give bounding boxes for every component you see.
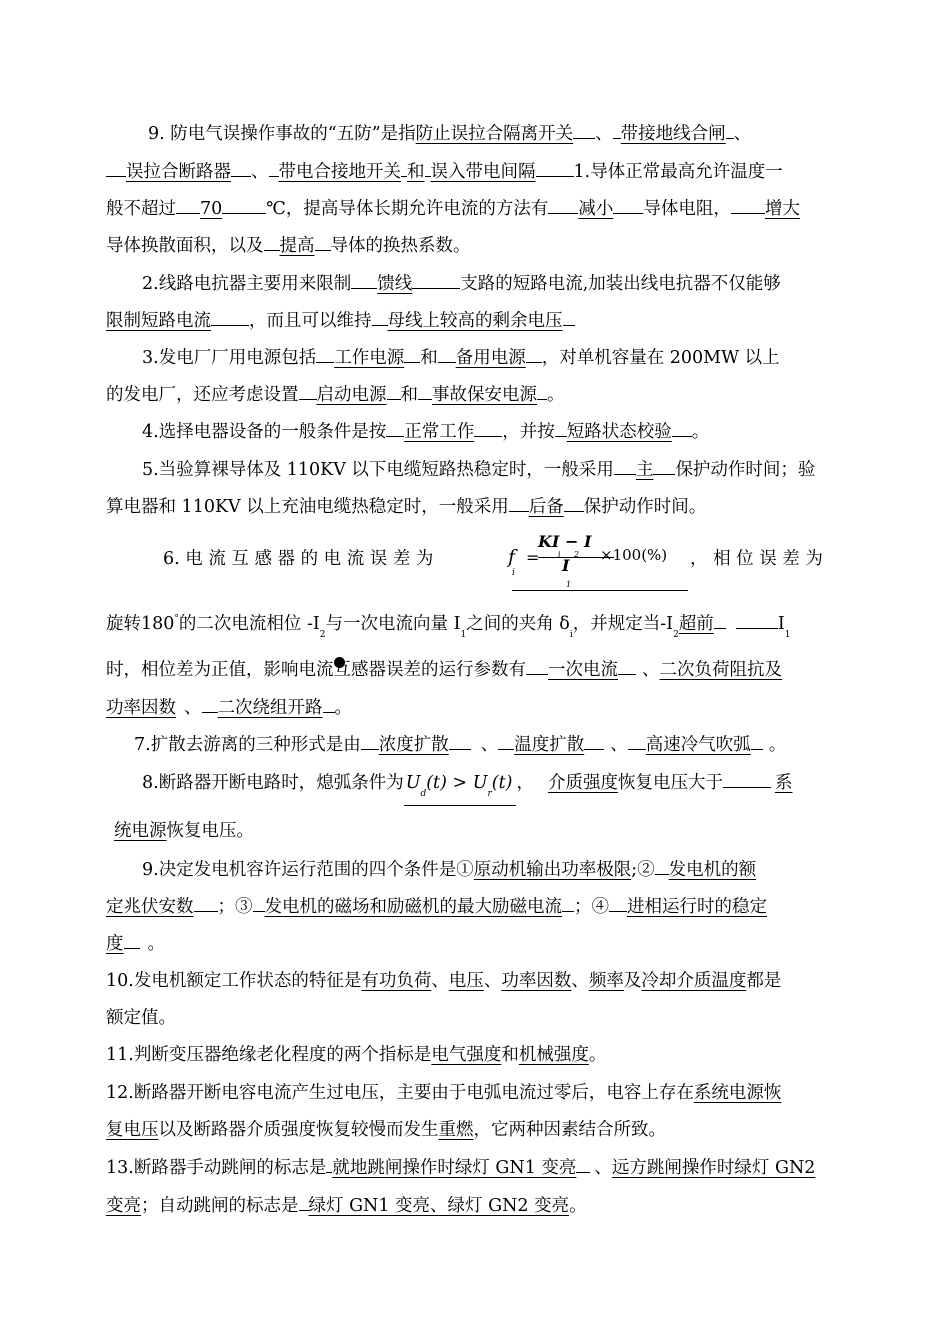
text: ，并规定当-I: [572, 614, 674, 634]
q11-line: [106, 1042, 846, 1068]
text: 和: [400, 385, 418, 405]
text: 恢复电压。: [166, 821, 254, 841]
q8-line2: [114, 818, 846, 844]
text: 4.选择电器设备的一般条件是按: [142, 422, 387, 442]
q6-line1-right: [690, 546, 846, 572]
text: 。: [588, 1045, 607, 1065]
blank-answer: 二次负荷阻抗及: [659, 660, 782, 680]
text: 11.判断变压器绝缘老化程度的两个指标是: [106, 1045, 432, 1065]
blank-answer: 事故保安电源: [432, 385, 537, 405]
q13-line1: [106, 1154, 846, 1181]
blank-answer: 发电机的磁场和励磁机的最大励磁电流: [264, 897, 562, 917]
blank-line: [731, 195, 765, 214]
text: 13.断路器手动跳闸的标志是: [106, 1158, 327, 1178]
blank-line: [299, 1192, 309, 1211]
q4-line: [142, 418, 846, 445]
blank-answer: 度: [106, 934, 124, 954]
blank-answer: 母线上较高的剩余电压: [387, 311, 563, 331]
blank-line: [323, 694, 335, 713]
text: ℃，提高导体长期允许电流的方法有: [266, 199, 549, 219]
subscript: r: [487, 789, 492, 799]
text: 。: [569, 1196, 587, 1216]
text: 。: [768, 735, 787, 755]
blank-answer: 和: [407, 162, 425, 182]
blank-line: [438, 344, 456, 363]
blank-line: [351, 270, 377, 289]
text: 、: [251, 162, 269, 182]
blank-answer: 提高: [279, 236, 315, 256]
blank-answer: 系统电源恢: [693, 1083, 782, 1103]
formula-f: f: [508, 546, 516, 568]
text: 。: [691, 422, 710, 442]
text: 9.决定发电机容许运行范围的四个条件是①: [142, 860, 474, 880]
blank-line: [751, 731, 763, 750]
blank-line: [299, 381, 317, 400]
blank-answer: 备用电源: [455, 348, 526, 368]
blank-line: [509, 493, 529, 512]
blank-answer: 后备: [528, 497, 564, 517]
q5-line1: [142, 456, 846, 483]
q9a-line1: [148, 120, 846, 147]
blank-answer: 有功负荷: [361, 971, 432, 991]
blank-line: [618, 656, 636, 675]
blank-answer: 正常工作: [404, 422, 475, 442]
text: 及: [623, 971, 642, 991]
blank-answer: 发电机的额: [668, 860, 757, 880]
blank-line: [194, 893, 218, 912]
blank-answer: 误入带电间隔: [430, 162, 536, 182]
q6-line2: [106, 610, 846, 640]
text: ，而且可以维持: [249, 311, 372, 331]
text: 8.断路器开断电路时，熄弧条件为: [142, 773, 404, 793]
text: 与一次电流向量 I: [325, 614, 461, 634]
blank-line: [315, 232, 331, 251]
text: 额定值。: [106, 1008, 176, 1028]
blank-line: [176, 195, 200, 214]
text: 5.当验算裸导体及 110KV 以下电缆短路热稳定时，一般采用: [142, 460, 614, 480]
text: 、: [610, 735, 628, 755]
blank-answer: 70: [200, 199, 223, 219]
q9b-line2: [106, 893, 846, 920]
blank-line: [316, 344, 334, 363]
blank-line: [202, 694, 218, 713]
blank-answer: 高速冷气吹弧: [645, 735, 751, 755]
text: 保护动作时间。: [583, 497, 707, 517]
formula-sub: 1: [566, 580, 572, 589]
text: 2.线路电抗器主要用来限制: [142, 274, 352, 294]
text: 10.发电机额定工作状态的特征是: [106, 971, 362, 991]
text: 导体电阻，: [643, 199, 731, 219]
blank-answer: 频率: [588, 971, 624, 991]
blank-answer: 复电压: [106, 1120, 159, 1140]
blank-line: [584, 731, 604, 750]
blank-line: [418, 381, 432, 400]
text: 时，相位差为正值，影响电流互感器误差的运行参数有: [106, 660, 526, 680]
blank-answer: 远方跳闸操作时绿灯 GN2: [611, 1158, 816, 1178]
text: ;②: [631, 860, 655, 880]
q8-line1: [142, 769, 846, 806]
blank-answer: 电压: [448, 971, 484, 991]
text: 1.导体正常最高允许温度一: [573, 162, 783, 182]
q6-line1-left: [163, 546, 543, 572]
text: 。: [547, 385, 565, 405]
q2-line1: [142, 270, 846, 297]
subscript: d: [420, 789, 427, 799]
blank-line: [723, 769, 771, 788]
blank-line: [536, 158, 574, 177]
blank-line: [564, 493, 584, 512]
text: 、: [431, 971, 449, 991]
subscript: 2: [673, 630, 679, 640]
text: 、: [483, 971, 502, 991]
blank-answer: 系: [774, 773, 793, 793]
blank-line: [573, 120, 595, 139]
blank-answer: 减小: [578, 199, 614, 219]
formula-sub: i: [558, 550, 561, 559]
q10-line2: [106, 1005, 846, 1031]
text: 、: [571, 971, 589, 991]
blank-answer: 误拉合断路器: [126, 162, 231, 182]
q9a-line3: [106, 195, 846, 222]
blank-answer: 限制短路电流: [106, 311, 211, 331]
text: 、: [184, 698, 202, 718]
blank-line: [474, 418, 502, 437]
blank-line: [628, 731, 646, 750]
formula-numerator: KI − I: [538, 532, 592, 551]
blank-line: [231, 158, 251, 177]
text: 。: [334, 698, 352, 718]
text: ， 相 位 误 差 为: [690, 549, 823, 569]
text: 旋转180: [106, 614, 175, 634]
blank-answer: 定兆伏安数: [106, 897, 194, 917]
text: 保护动作时间；验: [675, 460, 816, 480]
q9b-line3: [106, 930, 846, 957]
blank-line: [386, 418, 404, 437]
blank-line: [269, 158, 279, 177]
q6-line3: [106, 656, 846, 683]
formula-sub: i: [512, 568, 515, 578]
text: 7.扩散去游离的三种形式是由: [134, 735, 361, 755]
formula-mid: (t) > U: [426, 773, 488, 793]
blank-line: [613, 195, 643, 214]
blank-line: [412, 270, 460, 289]
subscript: 2: [319, 630, 326, 640]
text: 和: [501, 1045, 519, 1065]
subscript: i: [569, 630, 573, 640]
blank-line: [404, 344, 420, 363]
text: 的二次电流相位 -I: [178, 614, 320, 634]
blank-answer: 温度扩散: [514, 735, 585, 755]
superscript: °: [174, 614, 179, 624]
text: 算电器和 110KV 以上充油电缆热稳定时，一般采用: [106, 497, 509, 517]
blank-line: [211, 307, 249, 326]
formula-denominator: I: [562, 556, 570, 575]
blank-answer: 超前: [678, 614, 714, 634]
text: ；自动跳闸的标志是: [141, 1196, 299, 1216]
q10-line1: [106, 968, 846, 994]
text: 9. 防电气误操作事故的“五防”是指: [148, 124, 416, 144]
blank-answer: 启动电源: [316, 385, 387, 405]
blank-line: [726, 120, 734, 139]
blank-line: [526, 656, 548, 675]
q7-line: [134, 731, 846, 758]
text: ，: [516, 773, 534, 793]
blank-line: [361, 731, 379, 750]
formula-tail: ×100(%): [600, 546, 668, 564]
blank-answer: 短路状态校验: [566, 422, 672, 442]
blank-answer: 电气强度: [431, 1045, 502, 1065]
blank-answer: 冷却介质温度: [641, 971, 747, 991]
blank-answer: 工作电源: [334, 348, 405, 368]
text: 6. 电 流 互 感 器 的 电 流 误 差 为: [163, 549, 434, 569]
blank-answer: 带电合接地开关: [278, 162, 401, 182]
blank-answer: 增大: [764, 199, 800, 219]
q5-line2: [106, 493, 846, 520]
text: ，对单机容量在 200MW 以上: [541, 348, 780, 368]
blank-line: [372, 307, 388, 326]
blank-line: [609, 893, 627, 912]
blank-answer: 功率因数: [501, 971, 572, 991]
text: 导体换散面积，以及: [106, 236, 264, 256]
text: ，它两种因素结合所致。: [473, 1120, 666, 1140]
blank-answer: 统电源: [114, 821, 167, 841]
blank-line: [613, 120, 621, 139]
q6-line4: [106, 694, 846, 721]
blank-answer: 浓度扩散: [378, 735, 449, 755]
text: 以及断路器介质强度恢复较慢而发生: [158, 1120, 439, 1140]
blank-answer: 功率因数: [106, 698, 176, 718]
blank-answer: 绿灯 GN1 变亮、绿灯 GN2 变亮: [308, 1196, 570, 1216]
formula-end: (t): [491, 773, 513, 793]
blank-line: [124, 930, 140, 949]
blank-line: [253, 893, 265, 912]
blank-answer: 一次电流: [548, 660, 618, 680]
q3-line2: [106, 381, 846, 408]
blank-line: [537, 381, 547, 400]
q12-line2: [106, 1117, 846, 1143]
q9a-line2: [106, 158, 846, 185]
formula-sub: 2: [574, 550, 580, 559]
blank-line: [264, 232, 280, 251]
blank-line: [655, 856, 669, 875]
blank-answer: 介质强度: [547, 773, 618, 793]
blank-line: [672, 418, 692, 437]
text: 、: [480, 735, 499, 755]
blank-line: [614, 456, 636, 475]
blank-answer: 原动机输出功率极限: [473, 860, 632, 880]
blank-line: [555, 418, 567, 437]
text: 的发电厂，还应考虑设置: [106, 385, 299, 405]
blank-line: [498, 731, 514, 750]
text: 、: [594, 1158, 612, 1178]
blank-answer: 机械强度: [518, 1045, 589, 1065]
q3-line1: [142, 344, 846, 371]
text: ；④: [574, 897, 609, 917]
text: 都是: [746, 971, 782, 991]
blank-answer: 防止误拉合隔离开关: [415, 124, 574, 144]
blank-line: [714, 610, 726, 629]
blank-answer: 带接地线合闸: [620, 124, 726, 144]
text: 、: [595, 124, 613, 144]
q9b-line1: [142, 856, 846, 883]
blank-line: [736, 610, 778, 629]
text: 、: [642, 660, 660, 680]
text: 之间的夹角 δ: [466, 614, 570, 634]
blank-line: [653, 456, 675, 475]
blank-line: [106, 158, 126, 177]
blank-line: [576, 1154, 590, 1173]
text: 和: [420, 348, 438, 368]
blank-answer: 进相运行时的稳定: [627, 897, 767, 917]
text: ，并按: [502, 422, 555, 442]
text: 恢复电压大于: [617, 773, 723, 793]
text: 、: [733, 124, 752, 144]
q13-line2: [106, 1192, 846, 1219]
subscript: 1: [784, 630, 791, 640]
formula-u: U: [405, 773, 421, 793]
text: 3.发电厂厂用电源包括: [142, 348, 317, 368]
blank-answer: 主: [635, 460, 654, 480]
blank-line: [563, 307, 575, 326]
blank-answer: 二次绕组开路: [217, 698, 323, 718]
q12-line1: [106, 1080, 846, 1106]
text: 导体的换热系数。: [330, 236, 471, 256]
blank-line: [548, 195, 578, 214]
blank-answer: 就地跳闸操作时绿灯 GN1 变亮: [332, 1158, 577, 1178]
blank-answer: 重燃: [438, 1120, 474, 1140]
q9a-line4: [106, 232, 846, 259]
blank-line: [222, 195, 266, 214]
blank-line: [387, 381, 401, 400]
q2-line2: [106, 307, 846, 334]
subscript: 1: [460, 630, 467, 640]
text: 12.断路器开断电容电流产生过电压，主要由于电弧电流过零后，电容上存在: [106, 1083, 694, 1103]
blank-line: [562, 893, 574, 912]
text: I: [777, 614, 785, 634]
text: 。: [147, 934, 165, 954]
blank-answer: 馈线: [377, 274, 413, 294]
text: 支路的短路电流,加装出线电抗器不仅能够: [460, 274, 781, 294]
blank-line: [526, 344, 542, 363]
text: ；③: [217, 897, 253, 917]
blank-line: [449, 731, 471, 750]
blank-answer: 变亮: [106, 1196, 141, 1216]
text: 般不超过: [106, 199, 176, 219]
current-error-formula: f i = KI − I I ×100(%) i 2 1: [508, 530, 688, 594]
extinguish-condition-formula: [404, 770, 517, 806]
